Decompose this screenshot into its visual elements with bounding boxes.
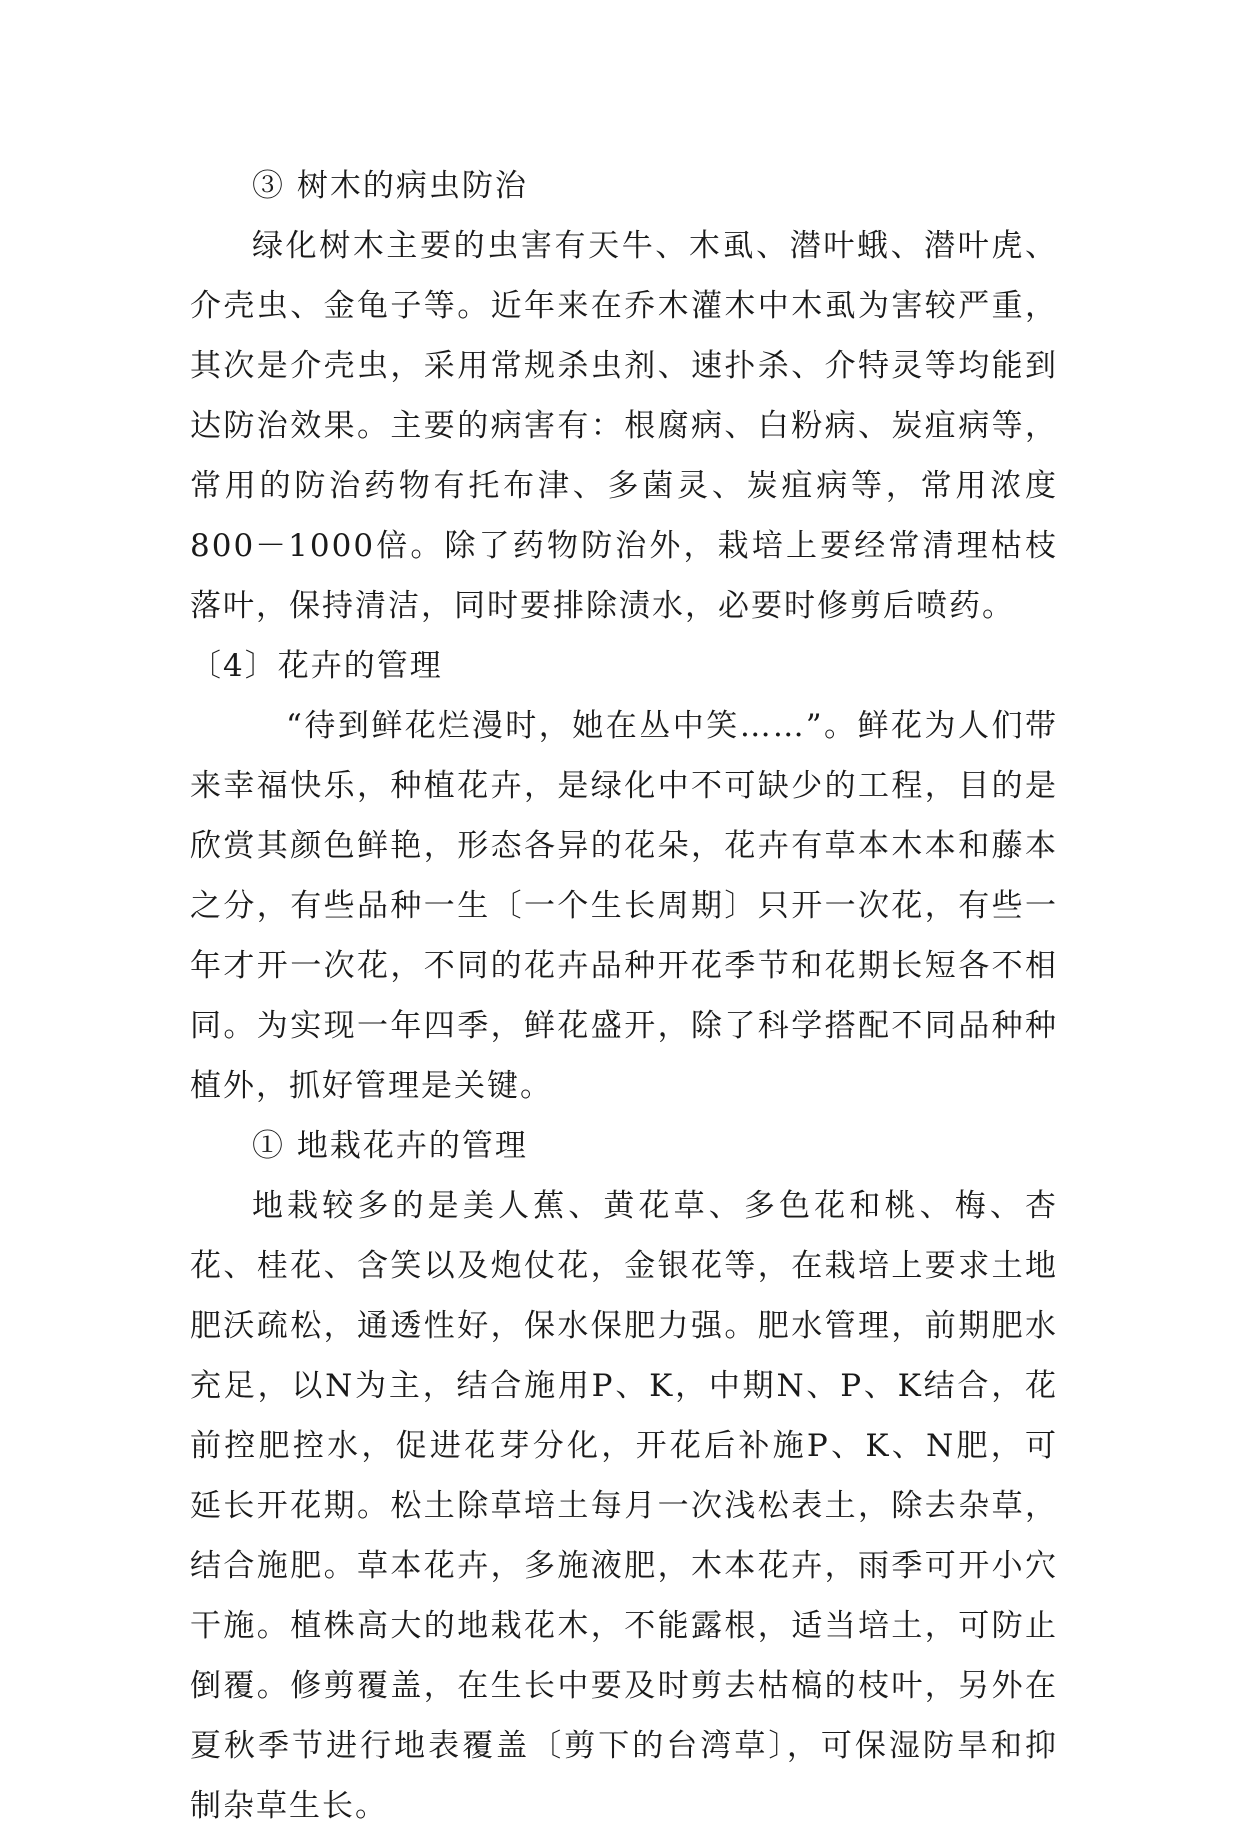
- paragraph-tree-pests: 绿化树木主要的虫害有天牛、木虱、潜叶蛾、潜叶虎、介壳虫、金龟子等。近年来在乔木灌木中木虱为害较严重，其次是介壳虫，采用常规杀虫剂、速扑杀、介特灵等均能到达防治效果。主要的病害有：根腐病、白粉病、炭疽病等，常用的防治药物有托布津、多菌灵、炭疽病等，常用浓度800－1000倍。除了药物防治外，栽培上要经常清理枯枝落叶，保持清洁，同时要排除渍水，必要时修剪后喷药。: [190, 228, 1058, 624]
- document-body: [190, 156, 1058, 1836]
- heading-flower-management: 〔4〕花卉的管理: [190, 648, 443, 684]
- paragraph-ground-flowers: 地栽较多的是美人蕉、黄花草、多色花和桃、梅、杏花、桂花、含笑以及炮仗花，金银花等，在栽培上要求土地肥沃疏松，通透性好，保水保肥力强。肥水管理，前期肥水充足，以N为主，结合施用P、K，中期N、P、K结合，花前控肥控水，促进花芽分化，开花后补施P、K、N肥，可延长开花期。松土除草培土每月一次浅松表土，除去杂草，结合施肥。草本花卉，多施液肥，木本花卉，雨季可开小穴干施。植株高大的地栽花木，不能露根，适当培土，可防止倒覆。修剪覆盖，在生长中要及时剪去枯槁的枝叶，另外在夏秋季节进行地表覆盖〔剪下的台湾草〕，可保湿防旱和抑制杂草生长。: [190, 1188, 1058, 1824]
- subheading-tree-pest-control: ③ 树木的病虫防治: [252, 168, 528, 204]
- paragraph-flower-intro: “待到鲜花烂漫时，她在丛中笑……”。鲜花为人们带来幸福快乐，种植花卉，是绿化中不可缺少的工程，目的是欣赏其颜色鲜艳，形态各异的花朵，花卉有草本木本和藤本之分，有些品种一生〔一个生长周期〕只开一次花，有些一年才开一次花，不同的花卉品种开花季节和花期长短各不相同。为实现一年四季，鲜花盛开，除了科学搭配不同品种种植外，抓好管理是关键。: [190, 708, 1058, 1104]
- subheading-ground-flower-management: ① 地栽花卉的管理: [252, 1128, 528, 1164]
